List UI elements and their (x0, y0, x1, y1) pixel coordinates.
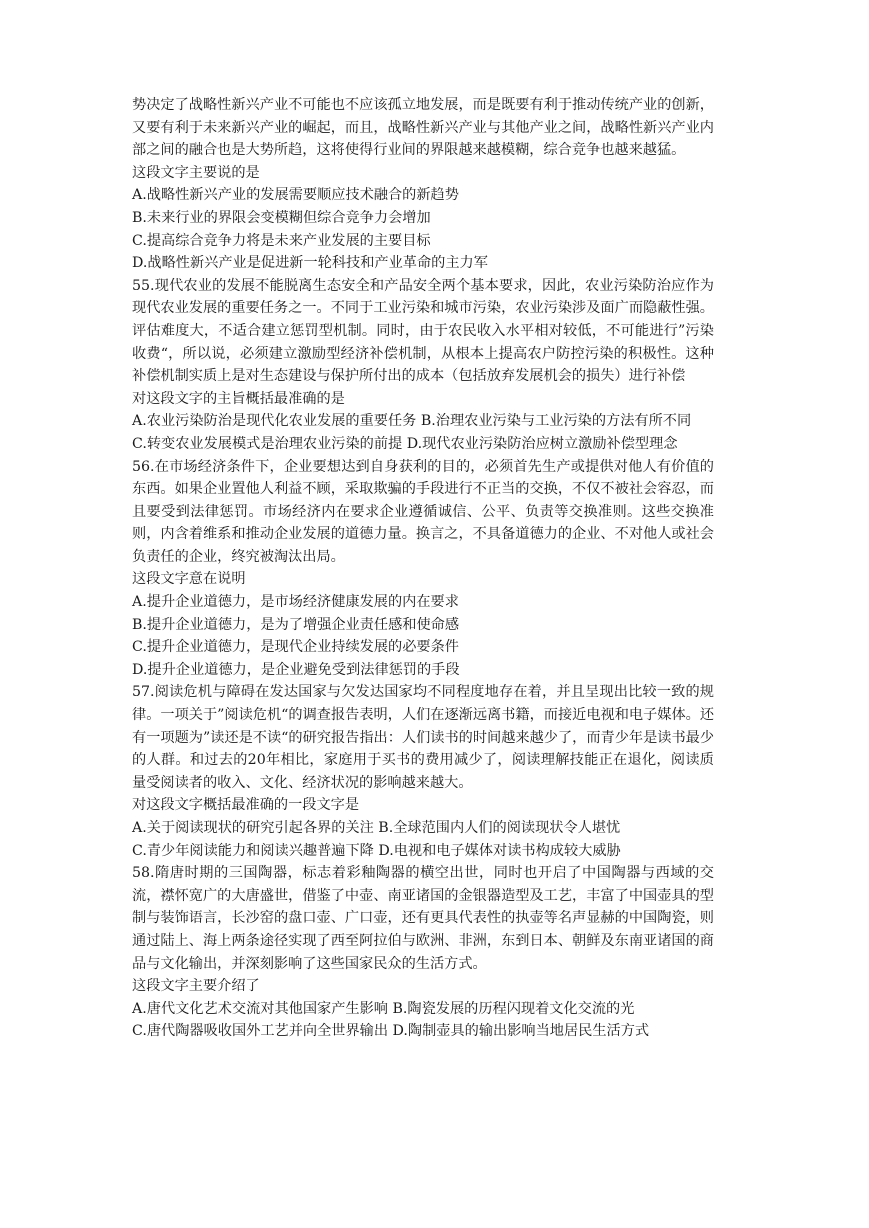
answer-option: C.提升企业道德力，是现代企业持续发展的必要条件 (132, 639, 459, 656)
question-prompt: 对这段文字概括最准确的一段文字是 (132, 797, 360, 814)
answer-option: C.提高综合竞争力将是未来产业发展的主要目标 (132, 232, 431, 249)
question-prompt: 这段文字意在说明 (132, 571, 246, 588)
question-prompt: 这段文字主要说的是 (132, 164, 260, 181)
question-prompt: 对这段文字的主旨概括最准确的是 (132, 390, 345, 407)
answer-option: D.提升企业道德力，是企业避免受到法律惩罚的手段 (132, 661, 460, 678)
answer-option: C.转变农业发展模式是治理农业污染的前提 D.现代农业污染防治应树立激励补偿型理念 (132, 435, 678, 452)
answer-option: B.未来行业的界限会变模糊但综合竞争力会增加 (132, 209, 431, 226)
answer-option: A.提升企业道德力，是市场经济健康发展的内在要求 (132, 594, 459, 611)
answer-option: A.农业污染防治是现代化农业发展的重要任务 B.治理农业污染与工业污染的方法有所不同 (132, 413, 692, 430)
question-prompt: 这段文字主要介绍了 (132, 978, 260, 995)
question-passage: 58.隋唐时期的三国陶器，标志着彩釉陶器的横空出世，同时也开启了中国陶器与西域的交流，襟怀宽广的大唐盛世，借鉴了中壶、南亚诸国的金银器造型及工艺，丰富了中国壶具的型制与装饰语言，长沙窑的盘口壶、广口壶，还有更具代表性的执壶等名声显赫的中国陶瓷，则通过陆上、海上两条途径实现了西至阿拉伯与欧洲、非洲，东到日本、朝鲜及东南亚诸国的商品与文化输出，并深刻影响了这些国家民众的生活方式。 (132, 865, 714, 972)
question-passage: 势决定了战略性新兴产业不可能也不应该孤立地发展，而是既要有利于推动传统产业的创新，又要有利于未来新兴产业的崛起，而且，战略性新兴产业与其他产业之间，战略性新兴产业内部之间的融合也是大势所趋，这将使得行业间的界限越来越模糊，综合竞争也越来越猛。 (132, 97, 714, 159)
question-passage: 55.现代农业的发展不能脱离生态安全和产品安全两个基本要求，因此，农业污染防治应作为现代农业发展的重要任务之一。不同于工业污染和城市污染，农业污染涉及面广而隐蔽性强。评估难度大，不适合建立惩罚型机制。同时，由于农民收入水平相对较低，不可能进行”污染收费“，所以说，必须建立激励型经济补偿机制，从根本上提高农户防控污染的积极性。这种补偿机制实质上是对生态建设与保护所付出的成本（包括放弃发展机会的损失）进行补偿 (132, 277, 714, 385)
answer-option: A.唐代文化艺术交流对其他国家产生影响 B.陶瓷发展的历程闪现着文化交流的光 (132, 1000, 635, 1017)
answer-option: B.提升企业道德力，是为了增强企业责任感和使命感 (132, 616, 460, 633)
question-passage: 56.在市场经济条件下，企业要想达到自身获利的目的，必须首先生产或提供对他人有价值的东西。如果企业置他人利益不顾，采取欺骗的手段进行不正当的交换，不仅不被社会容忍，而且要受到法律惩罚。市场经济内在要求企业遵循诚信、公平、负责等交换准则。这些交换准则，内含着维系和推动企业发展的道德力量。换言之，不具备道德力的企业、不对他人或社会负责任的企业，终究被淘汰出局。 (132, 458, 714, 565)
document-page (132, 94, 714, 1043)
answer-option: A.战略性新兴产业的发展需要顺应技术融合的新趋势 (132, 187, 459, 204)
answer-option: D.战略性新兴产业是促进新一轮科技和产业革命的主力军 (132, 255, 488, 272)
answer-option: C.唐代陶器吸收国外工艺并向全世界输出 D.陶制壶具的输出影响当地居民生活方式 (132, 1023, 650, 1040)
question-passage: 57.阅读危机与障碍在发达国家与欠发达国家均不同程度地存在着，并且呈现出比较一致的规律。一项关于”阅读危机“的调查报告表明，人们在逐渐远离书籍，而接近电视和电子媒体。还有一项题为”读还是不读“的研究报告指出：人们读书的时间越来越少了，而青少年是读书最少的人群。和过去的20年相比，家庭用于买书的费用减少了，阅读理解技能正在退化，阅读质量受阅读者的收入、文化、经济状况的影响越来越大。 (132, 684, 715, 791)
answer-option: C.青少年阅读能力和阅读兴趣普遍下降 D.电视和电子媒体对读书构成较大威胁 (132, 842, 621, 859)
answer-option: A.关于阅读现状的研究引起各界的关注 B.全球范围内人们的阅读现状令人堪忧 (132, 820, 621, 836)
